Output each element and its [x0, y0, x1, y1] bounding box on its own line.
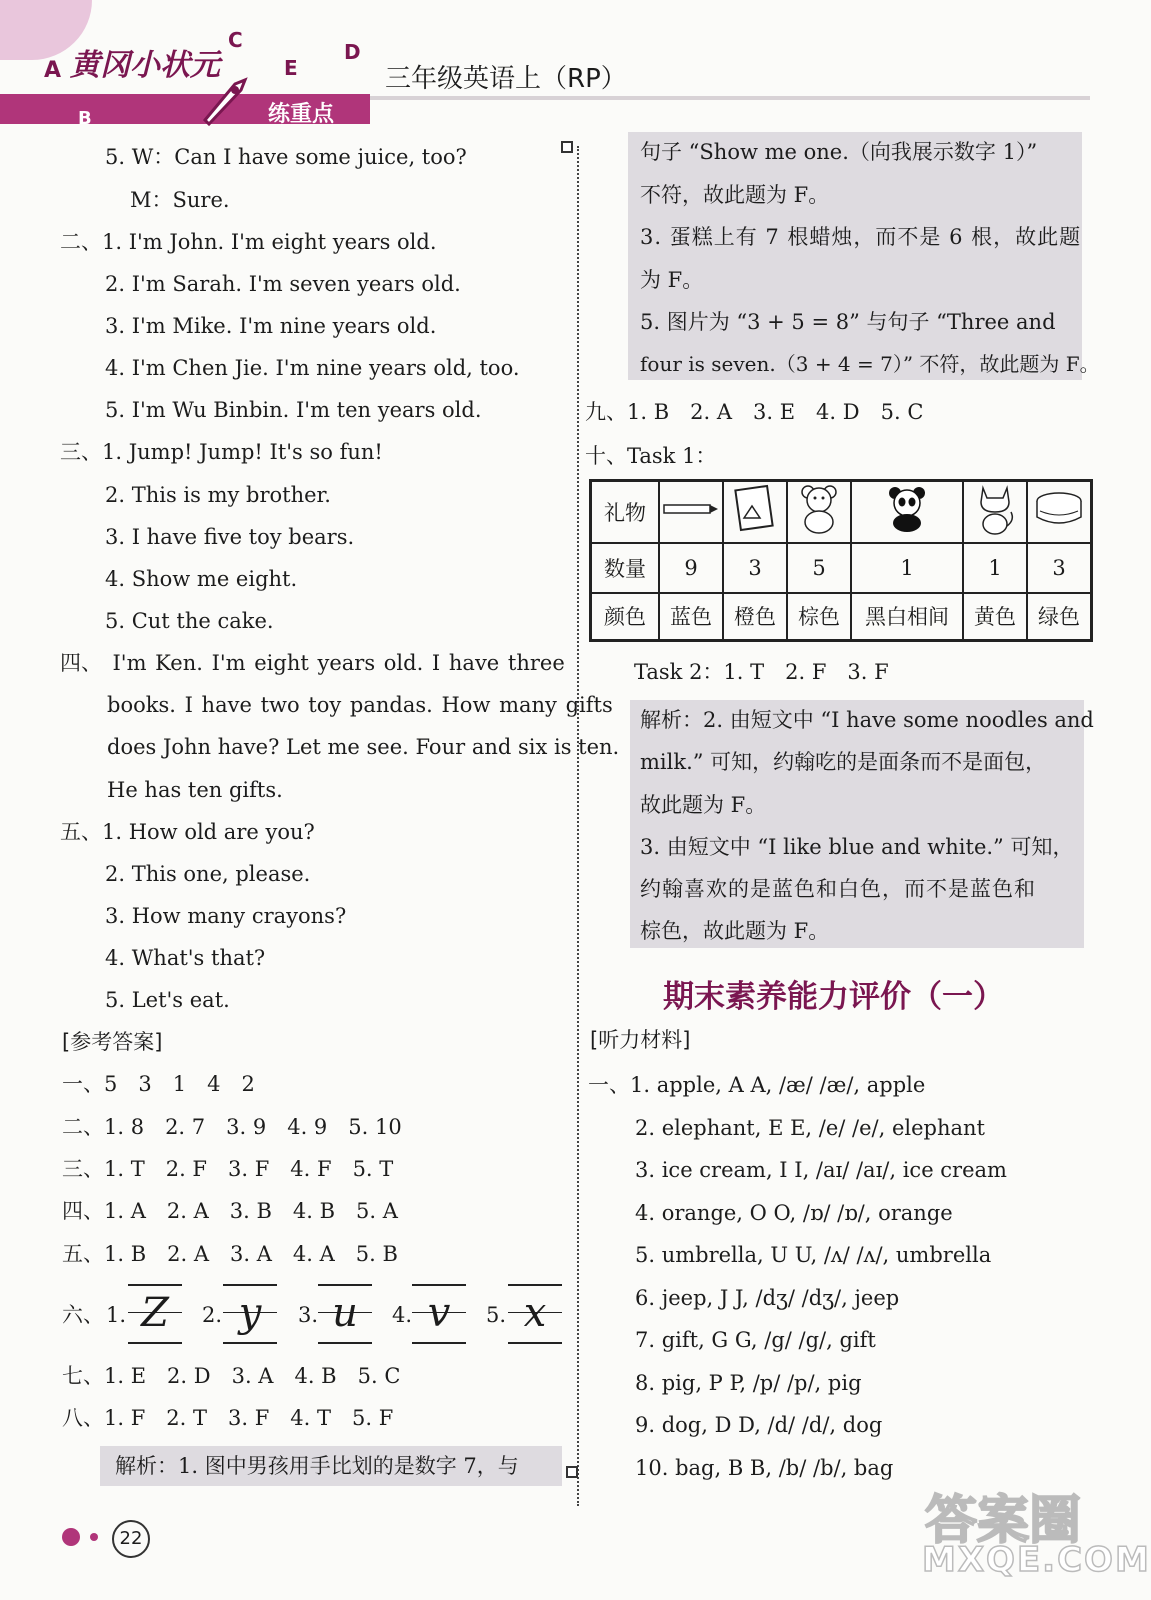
answer-row-6-label: 六、	[62, 1303, 104, 1327]
answer-row-3: 三、1. T 2. F 3. F 4. F 5. T	[62, 1157, 394, 1181]
crayon-icon	[659, 481, 723, 543]
listening-s3-line: 三、1. Jump! Jump! It's so fun!	[60, 440, 383, 464]
divider-marker-bottom	[566, 1466, 578, 1478]
answer-6-num: 4.	[392, 1303, 413, 1327]
listening-item: 10. bag, B B, /b/ /b/, bag	[635, 1456, 894, 1480]
listening-s5-line: 3. How many crayons?	[105, 904, 347, 928]
listening-label: [听力材料]	[590, 1028, 691, 1052]
listening-item: 6. jeep, J J, /dʒ/ /dʒ/, jeep	[635, 1286, 900, 1310]
color-cell: 蓝色	[659, 593, 723, 641]
count-cell: 5	[787, 543, 851, 593]
cat-icon	[963, 481, 1027, 543]
row-label-count: 数量	[591, 543, 660, 593]
listening-s3-line: 3. I have five toy bears.	[105, 525, 355, 549]
color-cell: 橙色	[723, 593, 787, 641]
panda-icon	[851, 481, 963, 543]
answer-row-5: 五、1. B 2. A 3. A 4. A 5. B	[62, 1242, 398, 1266]
handwritten-letter: y	[238, 1290, 262, 1336]
header-letter-a: A	[44, 58, 62, 83]
count-cell: 9	[659, 543, 723, 593]
row-label-color: 颜色	[591, 593, 660, 641]
analysis-box-top	[628, 132, 1082, 380]
listening-s3-line: 2. This is my brother.	[105, 483, 331, 507]
listening-item: 9. dog, D D, /d/ /d/, dog	[635, 1413, 883, 1437]
color-cell: 绿色	[1027, 593, 1092, 641]
answer-row-2: 二、1. 8 2. 7 3. 9 4. 9 5. 10	[62, 1115, 402, 1139]
analysis-line: 3. 蛋糕上有 7 根蜡烛，而不是 6 根，故此题	[640, 225, 1082, 249]
header-rule	[370, 96, 1090, 100]
listening-item: 4. orange, O O, /ɒ/ /ɒ/, orange	[635, 1201, 953, 1225]
listening-s3-line: 4. Show me eight.	[105, 567, 298, 591]
count-cell: 1	[963, 543, 1027, 593]
answer-6-num: 3.	[298, 1303, 319, 1327]
listening-s4-line: books. I have two toy pandas. How many gifts	[107, 693, 613, 717]
listening-s2-line: 5. I'm Wu Binbin. I'm ten years old.	[105, 398, 482, 422]
handwriting-box	[223, 1284, 277, 1344]
watermark: 答案圈	[925, 1491, 1082, 1551]
answer-row-9: 九、1. B 2. A 3. E 4. D 5. C	[585, 400, 924, 424]
teddy-bear-icon	[787, 481, 851, 543]
color-cell: 黑白相间	[851, 593, 963, 641]
analysis-line: 不符，故此题为 F。	[640, 183, 830, 207]
page-number: 22	[119, 1528, 143, 1549]
task2-answers: Task 2：1. T 2. F 3. F	[634, 660, 889, 684]
handwriting-box	[412, 1284, 466, 1344]
handwriting-box	[508, 1284, 562, 1344]
handwritten-letter: Z	[141, 1290, 169, 1336]
analysis-box-middle	[630, 700, 1084, 948]
listening-s5-line: 2. This one, please.	[105, 862, 311, 886]
analysis-line: 约翰喜欢的是蓝色和白色，而不是蓝色和	[640, 877, 1036, 901]
header-letter-d: D	[344, 40, 361, 64]
brand-logo: 黄冈小状元	[70, 48, 220, 83]
book-title: 三年级英语上（RP）	[385, 64, 627, 94]
listening-item: 一、1. apple, A A, /æ/ /æ/, apple	[588, 1073, 926, 1097]
header-subtitle: 练重点	[268, 101, 335, 127]
analysis-line: 解析：2. 由短文中 “I have some noodles and	[640, 708, 1094, 732]
divider-marker-top	[561, 141, 573, 153]
listening-s5-line: 5. Let's eat.	[105, 988, 230, 1012]
listening-item: 2. elephant, E E, /e/ /e/, elephant	[635, 1116, 985, 1140]
book-icon	[723, 481, 787, 543]
color-cell: 棕色	[787, 593, 851, 641]
analysis-line: milk.” 可知，约翰吃的是面条而不是面包，	[640, 750, 1047, 774]
listening-s4-line: does John have? Let me see. Four and six is ten.	[107, 735, 620, 759]
listening-item: 3. ice cream, I I, /aɪ/ /aɪ/, ice cream	[635, 1158, 1007, 1182]
listening-item: 7. gift, G G, /g/ /g/, gift	[635, 1328, 876, 1352]
answer-row-4: 四、1. A 2. A 3. B 4. B 5. A	[62, 1199, 398, 1223]
handwriting-box	[318, 1284, 372, 1344]
gift-table	[589, 479, 1093, 642]
answer-row-10: 十、Task 1：	[585, 444, 717, 468]
answer-row-7: 七、1. E 2. D 3. A 4. B 5. C	[62, 1364, 401, 1388]
handwritten-letter: v	[427, 1290, 451, 1336]
answer-6-num: 2.	[202, 1303, 223, 1327]
listening-item: 5. umbrella, U U, /ʌ/ /ʌ/, umbrella	[635, 1243, 992, 1267]
listening-s5-line: 五、1. How old are you?	[60, 820, 315, 844]
handwritten-letter: x	[523, 1290, 547, 1336]
page-number-badge	[112, 1520, 150, 1558]
count-cell: 3	[1027, 543, 1092, 593]
footer-dot-large	[62, 1528, 80, 1546]
answer-row-1: 一、5 3 1 4 2	[62, 1072, 255, 1096]
section-title: 期末素养能力评价（一）	[663, 979, 1004, 1015]
header-letter-b: B	[78, 108, 92, 129]
listening-q5-w: 5. W：Can I have some juice, too?	[105, 145, 467, 169]
rocket-icon	[195, 70, 255, 130]
color-cell: 黄色	[963, 593, 1027, 641]
analysis-line: 句子 “Show me one.（向我展示数字 1）”	[640, 140, 1038, 164]
listening-s2-line: 3. I'm Mike. I'm nine years old.	[105, 314, 437, 338]
analysis-line: 3. 由短文中 “I like blue and white.” 可知，	[640, 835, 1074, 859]
listening-s5-line: 4. What's that?	[105, 946, 266, 970]
answer-6-num: 5.	[486, 1303, 507, 1327]
count-cell: 3	[723, 543, 787, 593]
analysis-line: 故此题为 F。	[640, 793, 767, 817]
answer-row-8: 八、1. F 2. T 3. F 4. T 5. F	[62, 1406, 394, 1430]
column-divider	[577, 146, 579, 1506]
analysis-line: 为 F。	[640, 268, 704, 292]
analysis-line: four is seven.（3 + 4 = 7）” 不符，故此题为 F。	[640, 352, 1100, 376]
handwritten-letter: u	[332, 1290, 358, 1336]
answers-label: [参考答案]	[62, 1030, 163, 1054]
listening-s4-line: He has ten gifts.	[107, 778, 283, 802]
analysis-line: 棕色，故此题为 F。	[640, 919, 830, 943]
listening-s4-line: 四、 I'm Ken. I'm eight years old. I have three	[60, 651, 565, 675]
handwriting-box	[128, 1284, 182, 1344]
header-letter-c: C	[228, 28, 243, 52]
listening-s3-line: 5. Cut the cake.	[105, 609, 274, 633]
answer-6-num: 1.	[106, 1303, 127, 1327]
row-label-gifts: 礼物	[591, 481, 660, 543]
footer-dot-small	[90, 1533, 98, 1541]
count-cell: 1	[851, 543, 963, 593]
listening-q5-m: M：Sure.	[130, 188, 230, 212]
listening-s2-line: 2. I'm Sarah. I'm seven years old.	[105, 272, 461, 296]
analysis-line: 解析：1. 图中男孩用手比划的是数字 7，与	[115, 1454, 519, 1478]
listening-s2-line: 二、1. I'm John. I'm eight years old.	[60, 230, 437, 254]
analysis-line: 5. 图片为 “3 + 5 = 8” 与句子 “Three and	[640, 310, 1056, 334]
listening-item: 8. pig, P P, /p/ /p/, pig	[635, 1371, 862, 1395]
header-letter-e: E	[284, 56, 298, 80]
listening-s2-line: 4. I'm Chen Jie. I'm nine years old, too.	[105, 356, 520, 380]
watermark-url: MXQE.COM	[922, 1540, 1151, 1580]
cake-icon	[1027, 481, 1092, 543]
